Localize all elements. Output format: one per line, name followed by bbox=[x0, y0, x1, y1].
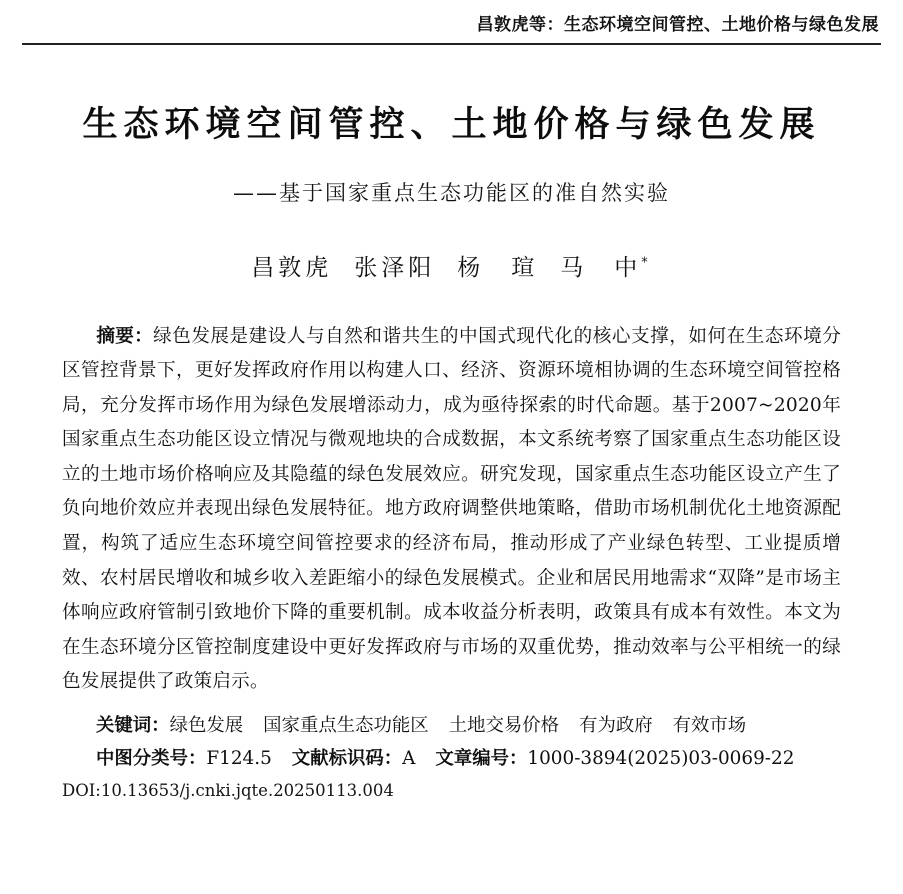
page-title: 生态环境空间管控、土地价格与绿色发展 bbox=[82, 105, 821, 145]
page-subtitle: ——基于国家重点生态功能区的准自然实验 bbox=[233, 180, 670, 205]
classification-row bbox=[62, 743, 841, 776]
article-id-label: 文章编号： bbox=[435, 747, 528, 769]
paper-meta bbox=[62, 710, 841, 776]
corresponding-author-mark: * bbox=[641, 254, 652, 270]
doc-code-value: A bbox=[402, 747, 416, 769]
abstract-section bbox=[62, 320, 841, 700]
keyword-1: 绿色发展 bbox=[169, 714, 244, 736]
keyword-5: 有效市场 bbox=[672, 714, 747, 736]
abstract-text: 绿色发展是建设人与自然和谐共生的中国式现代化的核心支撑，如何在生态环境分区管控背景下，更好发挥政府作用以构建人口、经济、资源环境相协调的生态环境空间管控格局，充分发挥市场作用为绿色发展增添动力，成为亟待探索的时代命题。基于2007~2020年国家重点生态功能区设立情况与微观地块的合成数据，本文系统考察了国家重点生态功能区设立的土地市场价格响应及其隐蕴的绿色发展效应。研究发现，国家重点生态功能区设立产生了负向地价效应并表现出绿色发展特征。地方政府调整供地策略，借助市场机制优化土地资源配置，构筑了适应生态环境空间管控要求的经济布局，推动形成了产业绿色转型、工业提质增效、农村居民增收和城乡收入差距缩小的绿色发展模式。企业和居民用地需求“双降”是市场主体响应政府管制引致地价下降的重要机制。成本收益分析表明，政策具有成本有效性。本文为在生态环境分区管控制度建设中更好发挥政府与市场的双重优势，推动效率与公平相统一的绿色发展提供了政策启示。 bbox=[62, 325, 841, 693]
keywords-label: 关键词： bbox=[96, 714, 170, 736]
author-name-2: 张泽阳 bbox=[354, 254, 436, 281]
author-list bbox=[0, 249, 903, 282]
keywords-row bbox=[62, 710, 841, 743]
author-name-3: 杨 瑄 bbox=[457, 254, 539, 281]
header-rule bbox=[22, 43, 881, 45]
keyword-4: 有为政府 bbox=[579, 714, 653, 736]
abstract-label: 摘要： bbox=[96, 325, 154, 347]
running-head: 昌敦虎等：生态环境空间管控、土地价格与绿色发展 bbox=[476, 15, 879, 35]
clc-value: F124.5 bbox=[206, 747, 272, 769]
clc-label: 中图分类号： bbox=[96, 747, 207, 769]
doc-code-label: 文献标识码： bbox=[291, 747, 403, 769]
author-name-4: 马 中 bbox=[560, 254, 642, 281]
keyword-2: 国家重点生态功能区 bbox=[263, 714, 429, 736]
doi-line: DOI:10.13653/j.cnki.jqte.20250113.004 bbox=[62, 781, 394, 801]
keyword-3: 土地交易价格 bbox=[448, 714, 560, 736]
article-id-value: 1000-3894(2025)03-0069-22 bbox=[527, 747, 795, 769]
author-name-1: 昌敦虎 bbox=[251, 254, 333, 281]
title-block bbox=[0, 103, 903, 207]
